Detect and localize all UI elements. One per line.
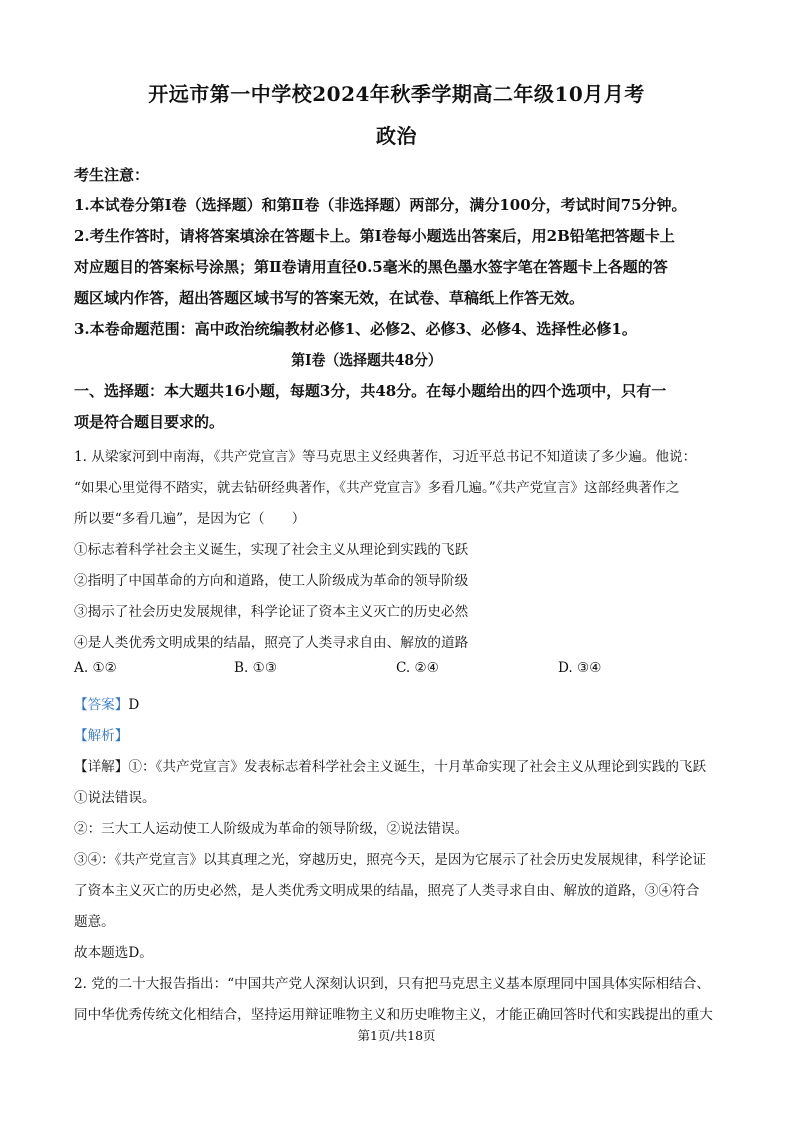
q1-detail-line-1 [74,755,706,775]
q1-detail-line-3: ②：三大工人运动使工人阶级成为革命的领导阶级，②说法错误。 [74,821,469,837]
q1-detail-line-4: ③④：《共产党宣言》以其真理之光，穿越历史，照亮今天，是因为它展示了社会历史发展规律，科学论证 [74,852,707,868]
q1-statement-2: ②指明了中国革命的方向和道路，使工人阶级成为革命的领导阶级 [74,573,469,589]
part-1-title: 第Ⅰ卷（选择题共48分） [291,351,442,369]
q1-option-b: B. ①③ [234,660,278,676]
q1-option-c: C. ②④ [396,660,439,676]
notice-item-1: 1.本试卷分第Ⅰ卷（选择题）和第Ⅱ卷（非选择题）两部分，满分100分，考试时间75分钟。 [74,196,687,214]
page-footer: 第1页/共18页 [357,1028,436,1043]
detail-label: 【详解】 [74,759,129,775]
notice-heading: 考生注意： [74,166,150,184]
notice-item-3: 3.本卷命题范围：高中政治统编教材必修1、必修2、必修3、必修4、选择性必修1。 [74,320,637,338]
q1-stem-line-3: 所以要“多看几遍”，是因为它（ ） [74,511,306,527]
detail-text-1: ①：《共产党宣言》发表标志着科学社会主义诞生，十月革命实现了社会主义从理论到实践的飞跃 [128,759,707,775]
q1-answer [74,693,139,713]
q1-conclusion: 故本题选D。 [74,945,153,961]
notice-item-2-line-2: 对应题目的答案标号涂黑；第Ⅱ卷请用直径0.5毫米的黑色墨水签字笔在答题卡上各题的答 [74,258,668,276]
notice-item-2-line-3: 题区域内作答，超出答题区域书写的答案无效，在试卷、草稿纸上作答无效。 [74,289,585,307]
q2-stem-line-2: 同中华优秀传统文化相结合，坚持运用辩证唯物主义和历史唯物主义，才能正确回答时代和实践提出的重大 [74,1007,713,1023]
answer-label: 【答案】 [74,697,129,713]
q1-detail-line-6: 题意。 [74,914,115,930]
q1-statement-4: ④是人类优秀文明成果的结晶，照亮了人类寻求自由、解放的道路 [74,635,469,651]
section-1-line-2: 项是符合题目要求的。 [74,413,225,431]
q1-option-a: A. ①② [74,660,117,676]
answer-value: D [128,697,140,713]
section-1-line-1: 一、选择题：本大题共16小题，每题3分，共48分。在每小题给出的四个选项中，只有一 [74,382,667,400]
q1-option-d: D. ③④ [558,660,602,676]
q1-stem-line-1: 1. 从梁家河到中南海，《共产党宣言》等马克思主义经典著作，习近平总书记不知道读了多少遍。他说： [74,449,697,465]
q1-statement-1: ①标志着科学社会主义诞生，实现了社会主义从理论到实践的飞跃 [74,542,469,558]
notice-item-2-line-1: 2.考生作答时，请将答案填涂在答题卡上。第Ⅰ卷每小题选出答案后，用2B铅笔把答题卡上 [74,227,675,245]
q1-statement-3: ③揭示了社会历史发展规律，科学论证了资本主义灭亡的历史必然 [74,604,469,620]
q1-stem-line-2: “如果心里觉得不踏实，就去钻研经典著作，《共产党宣言》多看几遍。”《共产党宣言》这部经典著作之 [74,480,680,496]
q1-detail-line-5: 了资本主义灭亡的历史必然，是人类优秀文明成果的结晶，照亮了人类寻求自由、解放的道路，③④符合 [74,883,700,899]
q2-stem-line-1: 2. 党的二十大报告指出：“中国共产党人深刻认识到，只有把马克思主义基本原理同中国具体实际相结合、 [74,976,710,992]
subject-title: 政治 [376,124,417,148]
analysis-label: 【解析】 [74,728,129,744]
q1-detail-line-2: ①说法错误。 [74,790,156,806]
exam-title: 开远市第一中学校2024年秋季学期高二年级10月月考 [148,82,645,106]
